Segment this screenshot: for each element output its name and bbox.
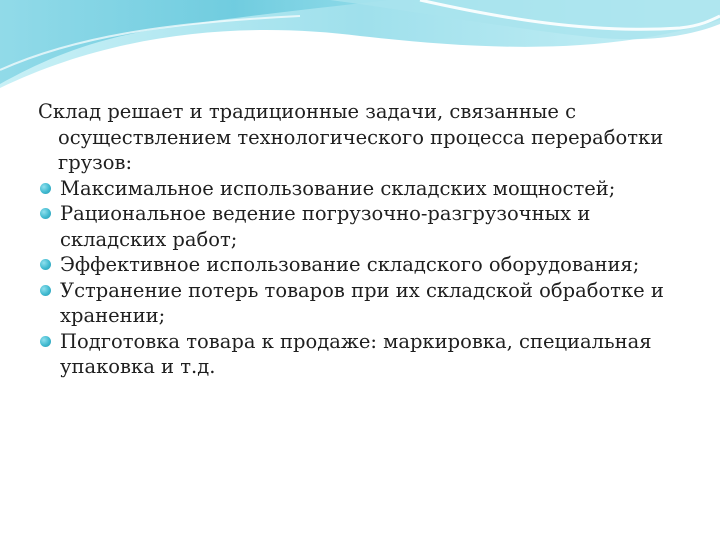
bullet-dot-icon (40, 183, 51, 194)
list-item (38, 201, 688, 252)
bullet-list (38, 176, 688, 380)
list-item-text: Устранение потерь товаров при их складской обработке и хранении; (60, 278, 664, 327)
list-item-text: Подготовка товара к продаже: маркировка, специальная упаковка и т.д. (60, 329, 652, 378)
list-item-text: Эффективное использование складского оборудования; (60, 253, 640, 276)
slide-body (38, 99, 688, 380)
list-item (38, 278, 688, 329)
bullet-dot-icon (40, 208, 51, 219)
bullet-dot-icon (40, 336, 51, 347)
list-item (38, 252, 688, 278)
list-item (38, 329, 688, 380)
list-item-text: Рациональное ведение погрузочно-разгрузочных и складских работ; (60, 202, 591, 251)
intro-text: Склад решает и традиционные задачи, связанные с осуществлением технологического процесса переработки грузов: (38, 100, 664, 174)
bullet-dot-icon (40, 259, 51, 270)
bullet-dot-icon (40, 285, 51, 296)
list-item-text: Максимальное использование складских мощностей; (60, 176, 616, 200)
list-item (38, 176, 688, 202)
